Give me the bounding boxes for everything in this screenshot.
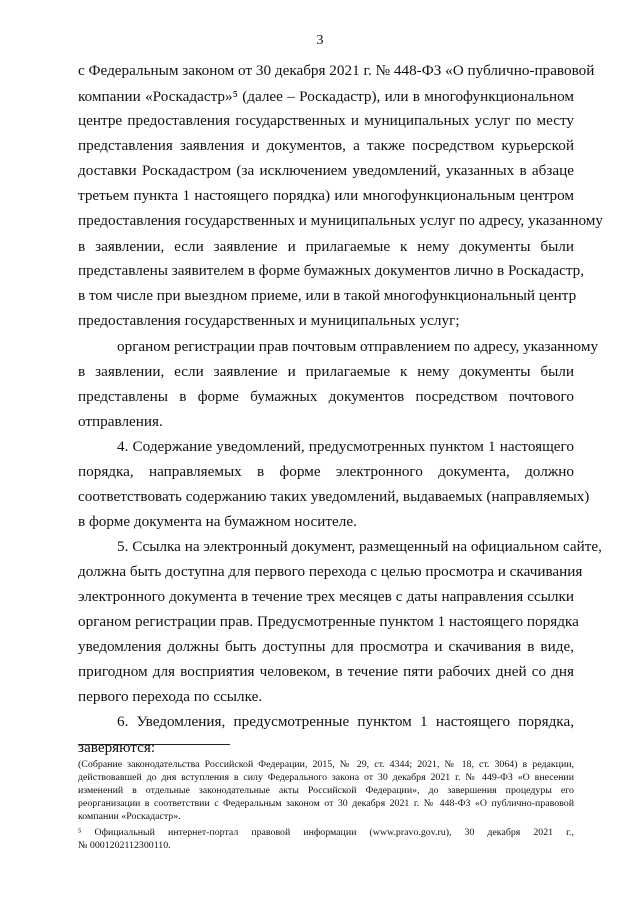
text-line: 6. Уведомления, предусмотренные пунктом 1 настоящего порядка, <box>117 713 574 730</box>
text-line: 5. Ссылка на электронный документ, размещенный на официальном сайте, <box>117 538 602 555</box>
footnote-line: реорганизации в соответствии с Федеральным законом от 30 декабря 2021 г. № 448-ФЗ «О публично-правовой <box>78 798 574 809</box>
text-line: с Федеральным законом от 30 декабря 2021 г. № 448-ФЗ «О публично-правовой <box>78 62 595 79</box>
text-line: органом регистрации прав. Предусмотренные пунктом 1 настоящего порядка <box>78 613 579 630</box>
page-number: 3 <box>316 33 324 48</box>
text-line: соответствовать содержанию таких уведомлений, выдаваемых (направляемых) <box>78 488 590 505</box>
text-line: третьем пункта 1 настоящего порядка) или многофункциональным центром <box>78 187 574 204</box>
text-line: компании «Роскадастр»⁵ (далее – Роскадастр), или в многофункциональном <box>78 88 574 105</box>
footnote-line: изменений в отдельные законодательные акты Российской Федерации», до завершения процедуры его <box>78 785 574 796</box>
text-line: доставки Роскадастром (за исключением уведомлений, указанных в абзаце <box>78 162 574 179</box>
text-line: представлены в форме бумажных документов посредством почтового <box>78 388 574 405</box>
text-line: должна быть доступна для первого перехода с целью просмотра и скачивания <box>78 563 583 580</box>
text-line: электронного документа в течение трех месяцев с даты направления ссылки <box>78 588 574 605</box>
text-line: предоставления государственных и муниципальных услуг; <box>78 312 460 329</box>
footnote-line: (Собрание законодательства Российской Федерации, 2015, № 29, ст. 4344; 2021, № 18, ст. 3064) в редакции, <box>78 759 574 770</box>
text-line: центре предоставления государственных и муниципальных услуг по месту <box>78 112 574 129</box>
text-line: в том числе при выездном приеме, или в такой многофункциональный центр <box>78 287 577 304</box>
text-line: предоставления государственных и муниципальных услуг по адресу, указанному <box>78 212 604 229</box>
footnote-separator <box>78 744 230 745</box>
text-line: порядка, направляемых в форме электронного документа, должно <box>78 463 574 480</box>
text-line: пригодном для восприятия человеком, в течение пяти рабочих дней со дня <box>78 663 574 680</box>
text-line: представлены заявителем в форме бумажных документов лично в Роскадастр, <box>78 262 585 279</box>
text-line: уведомления должны быть доступны для просмотра и скачивания в виде, <box>78 638 574 655</box>
text-line: представления заявления и документов, а также посредством курьерской <box>78 137 574 154</box>
text-line: заверяются: <box>78 739 156 756</box>
text-line: в заявлении, если заявление и прилагаемые к нему документы были <box>78 238 574 255</box>
text-line: отправления. <box>78 413 163 430</box>
text-line: в форме документа на бумажном носителе. <box>78 513 357 530</box>
footnote-line: компании «Роскадастр». <box>78 811 181 822</box>
footnote-line: ⁵ Официальный интернет-портал правовой информации (www.pravo.gov.ru), 30 декабря 2021 г., <box>78 827 574 838</box>
footnote-line: действовавшей до дня вступления в силу Федерального закона от 30 декабря 2021 г. № 449-ФЗ «О внесении <box>78 772 574 783</box>
text-line: в заявлении, если заявление и прилагаемые к нему документы были <box>78 363 574 380</box>
text-line: первого перехода по ссылке. <box>78 688 263 705</box>
text-line: органом регистрации прав почтовым отправлением по адресу, указанному <box>117 338 599 355</box>
footnote-line: № 0001202112300110. <box>78 840 171 851</box>
text-line: 4. Содержание уведомлений, предусмотренных пунктом 1 настоящего <box>117 438 574 455</box>
